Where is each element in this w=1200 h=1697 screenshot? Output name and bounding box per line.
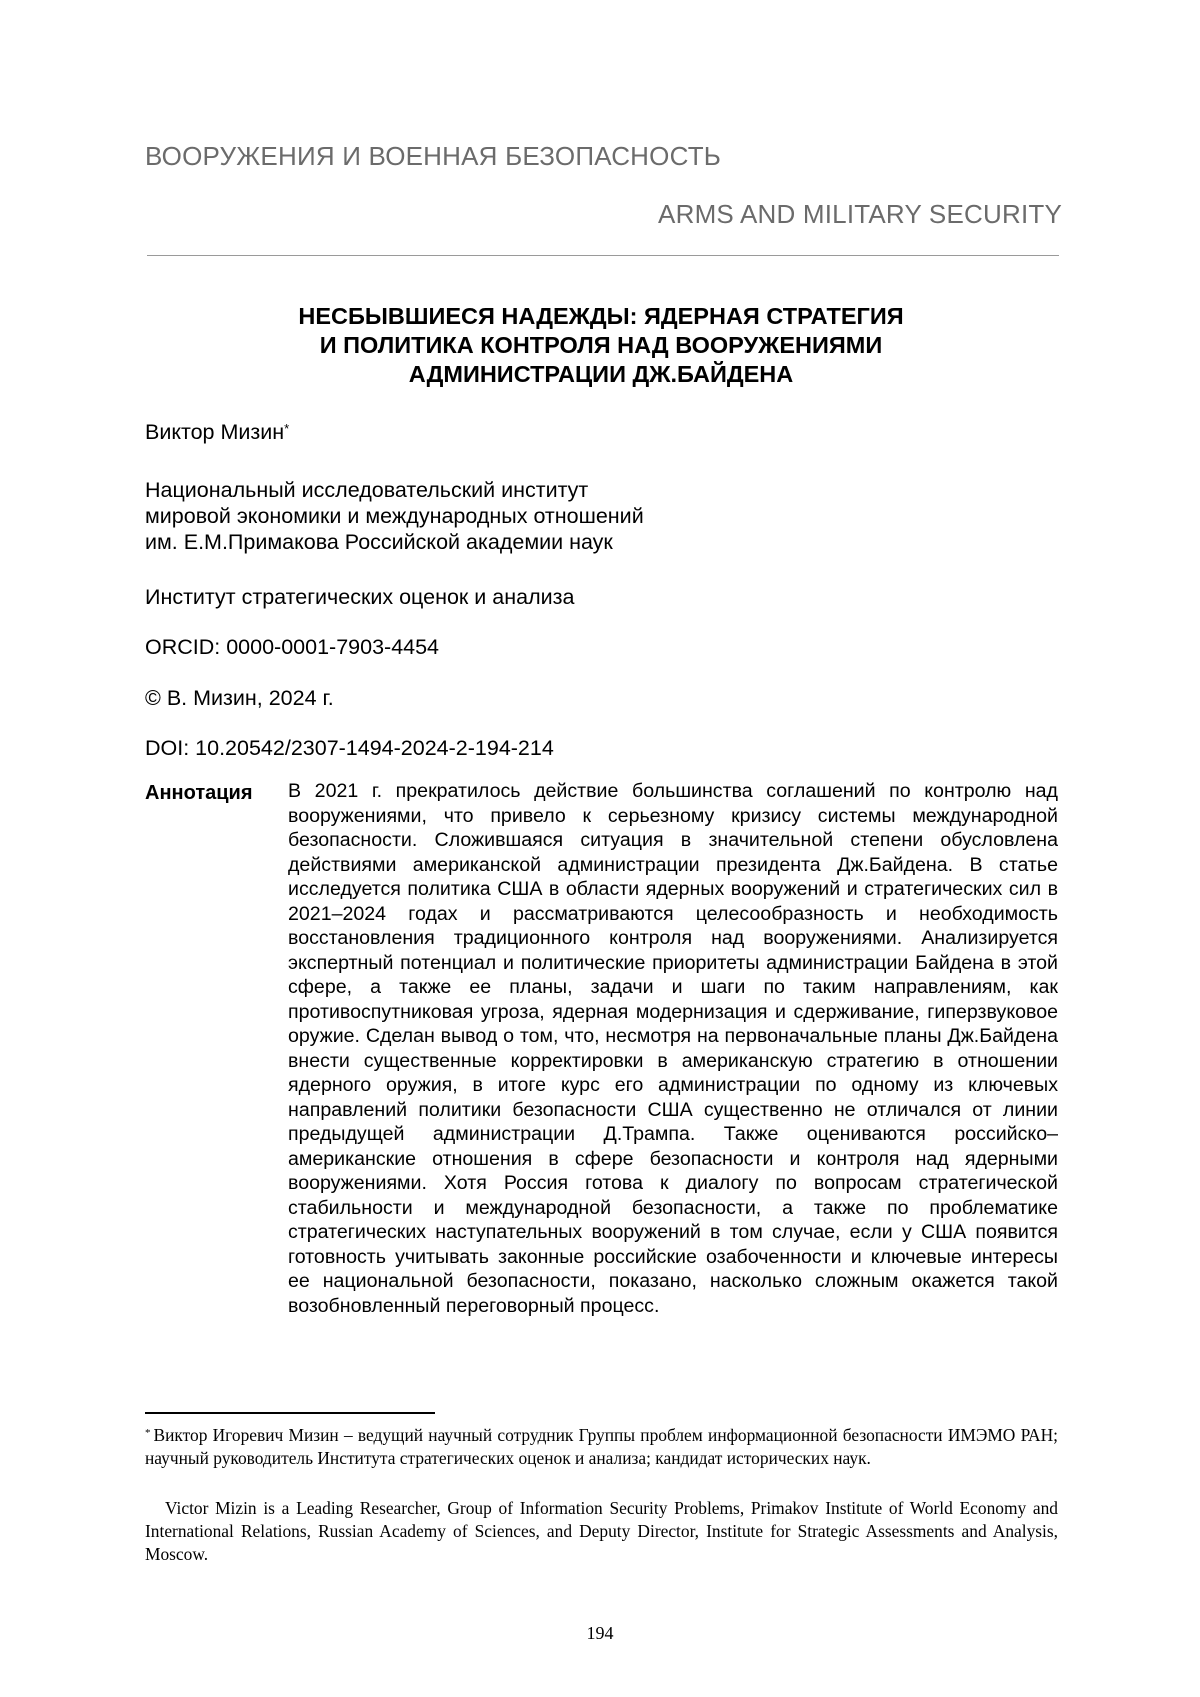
section-heading-en: ARMS AND MILITARY SECURITY [658, 199, 1062, 229]
affiliation-line: мировой экономики и международных отношений [145, 504, 644, 528]
author-name: Виктор Мизин [145, 420, 285, 444]
doi[interactable]: DOI: 10.20542/2307-1494-2024-2-194-214 [145, 736, 554, 760]
author-footnote-mark[interactable]: * [284, 421, 290, 436]
author-line [145, 419, 289, 445]
page-number: 194 [586, 1623, 614, 1643]
footnote-ru [145, 1424, 1058, 1470]
footnote-text-ru: Виктор Игоревич Мизин – ведущий научный сотрудник Группы проблем информационной безопасности ИМЭМО РАН; научный руководитель Института стратегических оценок и анализа; кандидат исторических наук. [145, 1425, 1058, 1468]
affiliation-line: Национальный исследовательский институт [145, 478, 589, 502]
abstract-label: Аннотация [145, 782, 253, 804]
title-line: НЕСБЫВШИЕСЯ НАДЕЖДЫ: ЯДЕРНАЯ СТРАТЕГИЯ [298, 303, 904, 329]
footnote-mark: * [145, 1427, 151, 1439]
orcid[interactable]: ORCID: 0000-0001-7903-4454 [145, 635, 440, 659]
affiliation-secondary: Институт стратегических оценок и анализа [145, 585, 575, 609]
abstract-text: В 2021 г. прекратилось действие большинства соглашений по контролю над вооружениями, что привело к серьезному кризису системы международной безопасности. Сложившаяся ситуация в значительной степени обусловлена действиями американской администрации президента Дж.Байдена. В статье исследуется политика США в области ядерных вооружений и стратегических сил в 2021–2024 годах и рассматриваются целесообразность и необходимость восстановления традиционного контроля над вооружениями. Анализируется экспертный потенциал и политические приоритеты администрации Байдена в этой сфере, а также ее планы, задачи и шаги по таким направлениям, как противоспутниковая угроза, ядерная модернизация и сдерживание, гиперзвуковое оружие. Сделан вывод о том, что, несмотря на первоначальные планы Дж.Байдена внести существенные корректировки в американскую стратегию в отношении ядерного оружия, в итоге курс его администрации по одному из ключевых направлений политики безопасности США существенно не отличался от линии предыдущей администрации Д.Трампа. Также оцениваются российско–американские отношения в сфере безопасности и контроля над ядерными вооружениями. Хотя Россия готова к диалогу по вопросам стратегической стабильности и международной безопасности, а также по проблематике стратегических наступательных вооружений в том случае, если у США появится готовность учитывать законные российские озабоченности и ключевые интересы ее национальной безопасности, показано, насколько сложным окажется такой возобновленный переговорный процесс. [288, 780, 1058, 1317]
footnote-divider [145, 1412, 435, 1414]
affiliation-primary [145, 477, 644, 555]
copyright: © В. Мизин, 2024 г. [145, 686, 334, 710]
header-divider [147, 255, 1059, 256]
section-heading-ru: ВООРУЖЕНИЯ И ВОЕННАЯ БЕЗОПАСНОСТЬ [145, 141, 722, 171]
title-line: И ПОЛИТИКА КОНТРОЛЯ НАД ВООРУЖЕНИЯМИ [319, 332, 883, 358]
affiliation-line: им. Е.М.Примакова Российской академии наук [145, 530, 613, 554]
article-title [145, 302, 1057, 389]
footnote-en: Victor Mizin is a Leading Researcher, Group of Information Security Problems, Primakov Institute of World Economy and International Relations, Russian Academy of Sciences, and Deputy Director, Institute for Strategic Assessments and Analysis, Moscow. [145, 1498, 1058, 1564]
title-line: АДМИНИСТРАЦИИ ДЖ.БАЙДЕНА [408, 361, 794, 387]
